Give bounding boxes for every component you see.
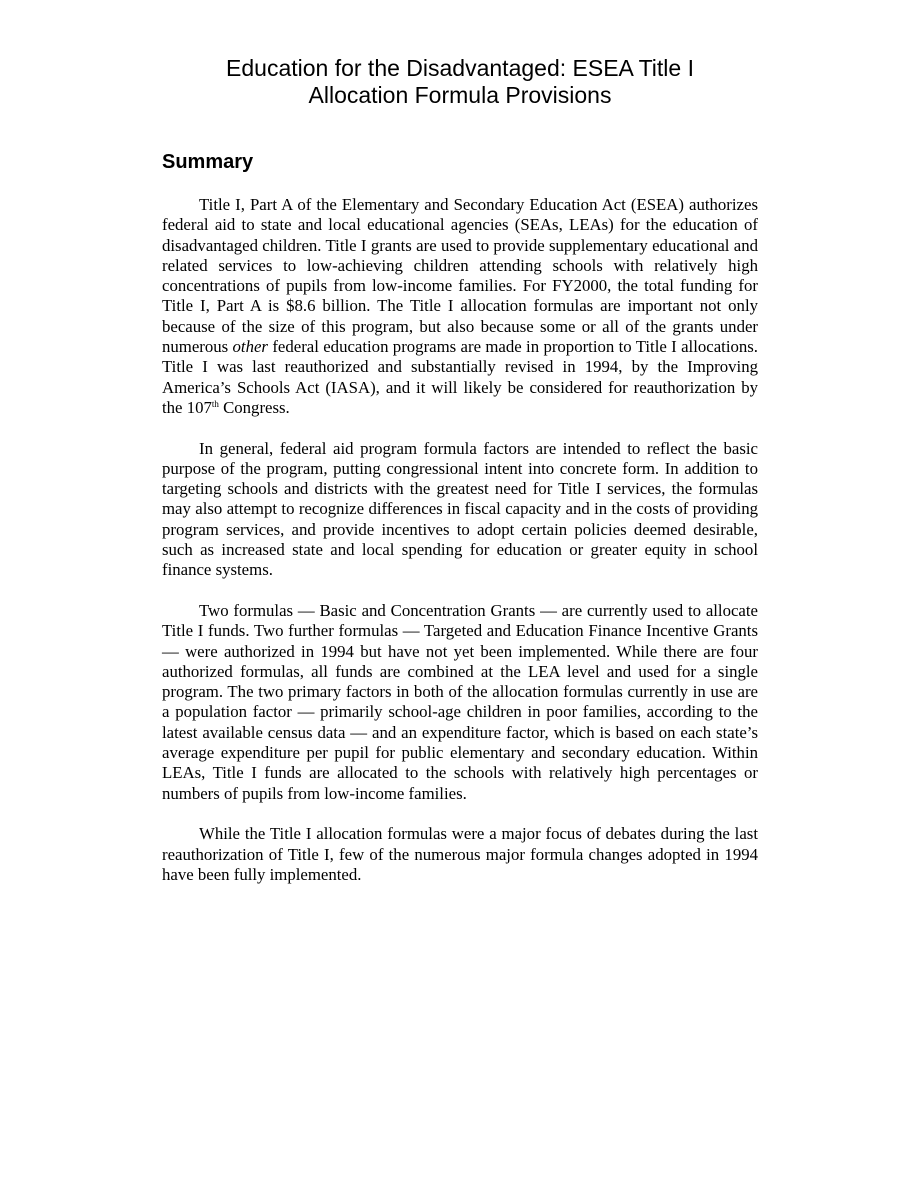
paragraph-1-part-a: Title I, Part A of the Elementary and Secondary Education Act (ESEA) authorizes federal aid to state and local educational agencies (SEAs, LEAs) for the education of disadvantaged children. Title I grants are used to provide supplementary educational and related services to low-achieving children attending schools with relatively high concentrations of pupils from low-income families. For FY2000, the total funding for Title I, Part A is $8.6 billion. The Title I allocation formulas are important not only because of the size of this program, but also because some or all of the grants under numerous <box>162 195 758 357</box>
paragraph-1-part-b: federal education programs are made in proportion to Title I allocations. Title I was last reauthorized and substantially revised in 1994, by the Improving America’s Schools Act (IASA), and it will likely be considered for reauthorization by the 107 <box>162 337 758 417</box>
paragraph-2: In general, federal aid program formula factors are intended to reflect the basic purpose of the program, putting congressional intent into concrete form. In addition to targeting schools and districts with the greatest need for Title I services, the formulas may also attempt to recognize differences in fiscal capacity and in the costs of providing program services, and provide incentives to adopt certain policies deemed desirable, such as increased state and local spending for education or greater equity in school finance systems. <box>162 438 758 580</box>
title-line-1: Education for the Disadvantaged: ESEA Title I <box>226 55 694 81</box>
document-page <box>162 55 758 885</box>
paragraph-1-italic-word: other <box>232 337 268 357</box>
paragraph-1 <box>162 195 758 418</box>
document-title <box>162 55 758 109</box>
section-heading-summary: Summary <box>162 151 254 173</box>
paragraph-3: Two formulas — Basic and Concentration Grants — are currently used to allocate Title I funds. Two further formulas — Targeted and Education Finance Incentive Grants — were authorized in 1994 but have not yet been implemented. While there are four authorized formulas, all funds are combined at the LEA level and used for a single program. The two primary factors in both of the allocation formulas currently in use are a population factor — primarily school-age children in poor families, according to the latest available census data — and an expenditure factor, which is based on each state’s average expenditure per pupil for public elementary and secondary education. Within LEAs, Title I funds are allocated to the schools with relatively high percentages or numbers of pupils from low-income families. <box>162 600 758 803</box>
paragraph-1-part-c: Congress. <box>218 397 290 417</box>
title-line-2: Allocation Formula Provisions <box>308 82 612 108</box>
paragraph-1-superscript: th <box>211 398 219 409</box>
paragraph-4: While the Title I allocation formulas were a major focus of debates during the last reauthorization of Title I, few of the numerous major formula changes adopted in 1994 have been fully implemented. <box>162 824 758 884</box>
